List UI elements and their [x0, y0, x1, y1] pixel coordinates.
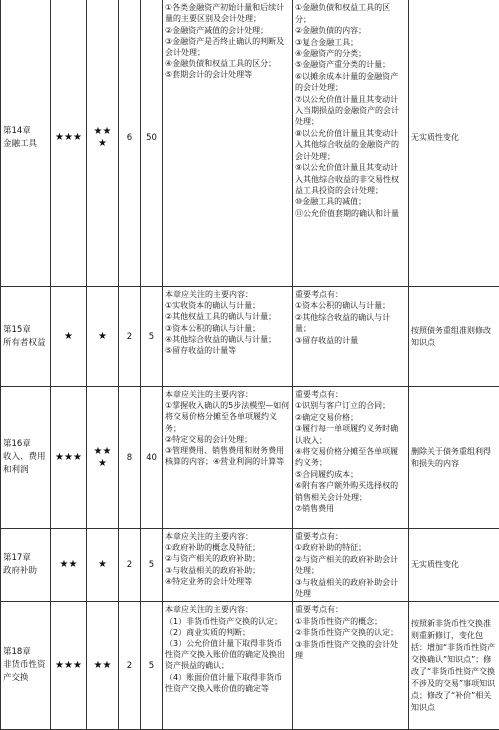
main-content-cell [163, 529, 293, 602]
main-content-cell [163, 287, 293, 387]
chapter-cell: 第18章 非货币性资产交换 [1, 602, 51, 730]
cell-line: 本章应关注的主要内容： [165, 531, 290, 542]
cell-line: ④将交易价格分摊至各单项履约义务； [295, 446, 406, 469]
main-content-cell [163, 387, 293, 529]
cell-line: ④其他综合收益的确认与计量； [165, 334, 290, 345]
difficulty-stars: ★ [87, 529, 119, 602]
question-count: 6 [119, 0, 141, 287]
cell-line: ①掌握收入确认的5步法模型—如何将交易价格分摊至各单项履约义务； [165, 400, 290, 434]
cell-line: ⑥附有客户额外购买选择权的销售相关会计处理； [295, 480, 406, 503]
cell-line: （3）公允价值计量下取得非货币性资产交换入账价值的确定及换出资产损益的确认； [165, 638, 290, 672]
cell-line: ④特定业务的会计处理等 [165, 576, 290, 587]
table-row [1, 387, 499, 529]
cell-line: ③资本公积的确认与计量； [165, 323, 290, 334]
cell-line: ②确定交易价格； [295, 412, 406, 423]
cell-line: 重要考点有： [295, 531, 406, 542]
main-content-cell [163, 0, 293, 287]
cell-line: ①资本公积的确认与计量； [295, 300, 406, 311]
difficulty-stars: ★★ [87, 602, 119, 730]
main-content-cell [163, 602, 293, 730]
cell-line: ①识别与客户订立的合同； [295, 400, 406, 411]
cell-line: （4）账面价值计量下取得非货币性资产交换入账价值的确定等 [165, 672, 290, 694]
cell-line: ①非货币性资产的概念； [295, 616, 406, 627]
key-points-cell [293, 287, 409, 387]
cell-line: ②其他综合收益的确认与计量； [295, 312, 406, 335]
score-value: 50 [141, 0, 163, 287]
cell-line: ③与收益相关的政府补助； [165, 565, 290, 576]
change-cell: 无实质性变化 [409, 529, 499, 602]
question-count: 2 [119, 529, 141, 602]
cell-line: ②非货币性资产交换的认定； [295, 627, 406, 638]
cell-line: ①金融负债和权益工具的区分； [295, 2, 406, 25]
table-row [1, 602, 499, 730]
key-points-cell [293, 387, 409, 529]
score-value: 5 [141, 529, 163, 602]
cell-line: ③管理费用、销售费用和财务费用核算的内容；④营业利润的计算等 [165, 445, 290, 467]
importance-stars: ★★★ [51, 602, 87, 730]
chapter-cell: 第15章 所有者权益 [1, 287, 51, 387]
cell-line: 重要考点有： [295, 289, 406, 300]
cell-line: ⑤套期会计的会计处理等 [165, 69, 290, 80]
cell-line: ③履行每一单项履约义务时确认收入； [295, 423, 406, 446]
table-row [1, 287, 499, 387]
cell-line: ①实收资本的确认与计量； [165, 300, 290, 311]
key-points-cell [293, 0, 409, 287]
importance-stars: ★★★ [51, 387, 87, 529]
cell-line: ⑦销售费用 [295, 503, 406, 514]
importance-stars: ★★ [51, 529, 87, 602]
score-value: 5 [141, 602, 163, 730]
chapter-cell: 第17章 政府补助 [1, 529, 51, 602]
cell-line: ⑤金融资产重分类的计量； [295, 59, 406, 70]
cell-line: ⑪公允价值套期的确认和计量 [295, 208, 406, 219]
cell-line: ①政府补助的概念及特征； [165, 542, 290, 553]
change-cell: 删除关于债务重组利得和损失的内容 [409, 387, 499, 529]
cell-line: ②特定交易的会计处理； [165, 434, 290, 445]
cell-line: ④金融负债和权益工具的区分； [165, 58, 290, 69]
cell-line: 重要考点有： [295, 604, 406, 615]
cell-line: ③与收益相关的政府补助会计处理 [295, 577, 406, 600]
question-count: 8 [119, 387, 141, 529]
change-cell: 无实质性变化 [409, 0, 499, 287]
table-row [1, 0, 499, 287]
cell-line: ⑤合同履约成本； [295, 469, 406, 480]
cell-line: 重要考点有： [295, 389, 406, 400]
table-row [1, 529, 499, 602]
change-cell: 按照债务重组准则修改知识点 [409, 287, 499, 387]
chapter-cell: 第16章 收入、费用和利润 [1, 387, 51, 529]
importance-stars: ★ [51, 287, 87, 387]
difficulty-stars: ★★ ★ [87, 387, 119, 529]
cell-line: ③留存收益的计量 [295, 335, 406, 346]
cell-line: ②与资产相关的政府补助会计处理； [295, 554, 406, 577]
cell-line: 本章应关注的主要内容： [165, 604, 290, 615]
cell-line: ⑥以摊余成本计量的金融资产的会计处理； [295, 71, 406, 94]
cell-line: ③复合金融工具； [295, 37, 406, 48]
cell-line: ②与资产相关的政府补助； [165, 553, 290, 564]
cell-line: （1）非货币性资产交换的认定； [165, 616, 290, 627]
cell-line: ③非货币性资产交换的会计处理 [295, 639, 406, 662]
question-count: 2 [119, 287, 141, 387]
cell-line: ③金融资产是否终止确认的判断及会计处理； [165, 36, 290, 58]
score-value: 5 [141, 287, 163, 387]
cell-line: ①政府补助的特征； [295, 542, 406, 553]
cell-line: ⑤留存收益的计量等 [165, 345, 290, 356]
difficulty-stars: ★★ ★ [87, 0, 119, 287]
cell-line: ⑧以公允价值计量且其变动计入其他综合收益的金融资产的会计处理； [295, 128, 406, 162]
key-points-cell [293, 602, 409, 730]
cell-line: ①各类金融资产初始计量和后续计量的主要区别及会计处理； [165, 2, 290, 24]
cell-line: ②金融资产减值的会计处理； [165, 25, 290, 36]
chapter-cell: 第14章 金融工具 [1, 0, 51, 287]
difficulty-stars: ★ [87, 287, 119, 387]
importance-stars: ★★★ [51, 0, 87, 287]
cell-line: ⑦以公允价值计量且其变动计入当期损益的金融资产的会计处理； [295, 94, 406, 128]
cell-line: ②金融负债的内容； [295, 25, 406, 36]
cell-line: 本章应关注的主要内容： [165, 389, 290, 400]
cell-line: ④金融资产的分类； [295, 48, 406, 59]
question-count: 2 [119, 602, 141, 730]
change-cell: 按照新非货币性交换准则重新修订，变化包括：增加“非货币性资产交换确认”知识点”；修改了“非货币性资产交换不涉及的交易”事项知识点；修改了“补价”相关知识点 [409, 602, 499, 730]
cell-line: ②其他权益工具的确认与计量； [165, 311, 290, 322]
cell-line: ⑨以公允价值计量且其变动计入其他综合收益的非交易性权益工具投资的会计处理； [295, 162, 406, 196]
cell-line: ⑩金融工具的减值； [295, 196, 406, 207]
score-value: 40 [141, 387, 163, 529]
cell-line: （2）商业实质的判断； [165, 627, 290, 638]
cell-line: 本章应关注的主要内容： [165, 289, 290, 300]
key-points-cell [293, 529, 409, 602]
